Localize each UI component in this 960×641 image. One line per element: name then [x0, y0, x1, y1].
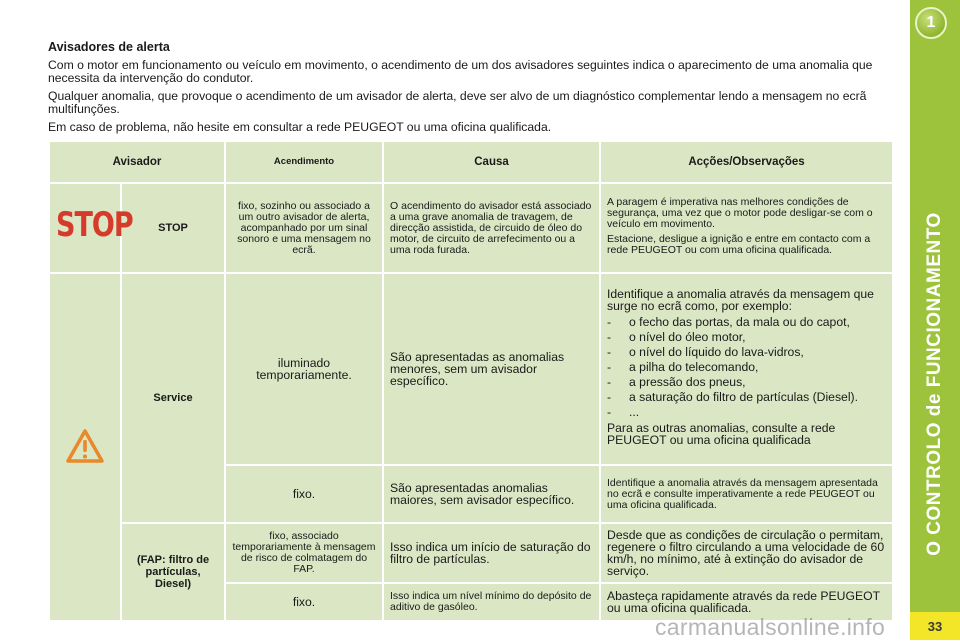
service-actions-1: [600, 273, 893, 465]
fap-lighting-1: fixo, associado temporariamente à mensagem de risco de colmatagem do FAP.: [225, 523, 383, 583]
service-action-intro: Identifique a anomalia através da mensagem que surge no ecrã como, por exemplo:: [607, 287, 874, 313]
table-row-stop: [49, 183, 893, 273]
service-lighting-1: iluminado temporariamente.: [225, 273, 383, 465]
fap-lighting-2: fixo.: [225, 583, 383, 621]
chapter-title: O CONTROLO de FUNCIONAMENTO: [924, 212, 945, 556]
list-item: - a pressão dos pneus,: [607, 376, 886, 388]
header-acendimento: Acendimento: [225, 141, 383, 183]
list-item: - o nível do líquido do lava-vidros,: [607, 346, 886, 358]
list-item: - a pilha do telecomando,: [607, 361, 886, 373]
stop-lighting: fixo, sozinho ou associado a um outro avisador de alerta, acompanhado por um sinal sonoro e uma mensagem no ecrã.: [225, 183, 383, 273]
service-action-outro: Para as outras anomalias, consulte a rede PEUGEOT ou uma oficina qualificada: [607, 421, 836, 447]
warning-lamps-table: [48, 140, 894, 622]
service-name: Service: [121, 273, 225, 523]
list-item: - ...: [607, 406, 886, 418]
stop-icon-cell: [49, 183, 133, 273]
table-header-row: [49, 141, 893, 183]
stop-icon: STOP: [56, 205, 133, 245]
service-action-2: Identifique a anomalia através da mensagem apresentada no ecrã e consulte imperativamente a rede PEUGEOT ou uma oficina qualificada.: [600, 465, 893, 523]
fap-action-2: Abasteça rapidamente através da rede PEUGEOT ou uma oficina qualificada.: [600, 583, 893, 621]
service-lighting-2: fixo.: [225, 465, 383, 523]
service-icon-cell: [49, 273, 121, 621]
warning-triangle-icon: [65, 428, 105, 464]
section-heading: Avisadores de alerta: [48, 40, 170, 54]
header-avisador: Avisador: [49, 141, 225, 183]
stop-cause: O acendimento do avisador está associado a uma grave anomalia de travagem, de direcção assistida, de circuido de óleo do motor, de circuito de arrefecimento ou a uma roda furada.: [383, 183, 600, 273]
intro-paragraph-1: Com o motor em funcionamento ou veículo em movimento, o acendimento de um dos avisadores seguintes indica o aparecimento de uma anomalia que necessita da intervenção do condutor.: [48, 57, 873, 85]
list-item: - o nível do óleo motor,: [607, 331, 886, 343]
stop-action-1: A paragem é imperativa nas melhores condições de segurança, uma vez que o motor pode desligar-se com o veículo em movimento.: [607, 195, 873, 230]
header-causa: Causa: [383, 141, 600, 183]
service-action-list: [607, 316, 886, 418]
watermark-text: carmanualsonline.info: [655, 614, 886, 640]
service-cause-1: São apresentadas as anomalias menores, sem um avisador específico.: [383, 273, 600, 465]
fap-cause-2: Isso indica um nível mínimo do depósito de aditivo de gasóleo.: [383, 583, 600, 621]
service-cause-2: São apresentadas anomalias maiores, sem avisador específico.: [383, 465, 600, 523]
stop-actions: [600, 183, 893, 273]
page-number: 33: [910, 612, 960, 640]
list-item: - o fecho das portas, da mala ou do capot,: [607, 316, 886, 328]
fap-cause-1: Isso indica um início de saturação do filtro de partículas.: [383, 523, 600, 583]
intro-paragraph-3: Em caso de problema, não hesite em consultar a rede PEUGEOT ou uma oficina qualificada.: [48, 119, 552, 134]
header-accoes: Acções/Observações: [600, 141, 893, 183]
chapter-number-badge: 1: [915, 7, 947, 39]
table-row-fap-1: [49, 523, 893, 583]
table-row-service-1: [49, 273, 893, 465]
stop-action-2: Estacione, desligue a ignição e entre em contacto com a rede PEUGEOT ou com uma oficina qualificada.: [607, 232, 871, 256]
fap-name: (FAP: filtro de partículas, Diesel): [121, 523, 225, 621]
stop-name: STOP: [121, 183, 225, 273]
intro-section: [48, 41, 894, 138]
intro-paragraph-2: Qualquer anomalia, que provoque o acendimento de um avisador de alerta, deve ser alvo de um diagnóstico complementar lendo a mensagem no ecrã multifunções.: [48, 88, 867, 116]
fap-action-1: Desde que as condições de circulação o permitam, regenere o filtro circulando a uma velocidade de 60 km/h, no mínimo, até à extinção do avisador de serviço.: [600, 523, 893, 583]
list-item: - a saturação do filtro de partículas (Diesel).: [607, 391, 886, 403]
